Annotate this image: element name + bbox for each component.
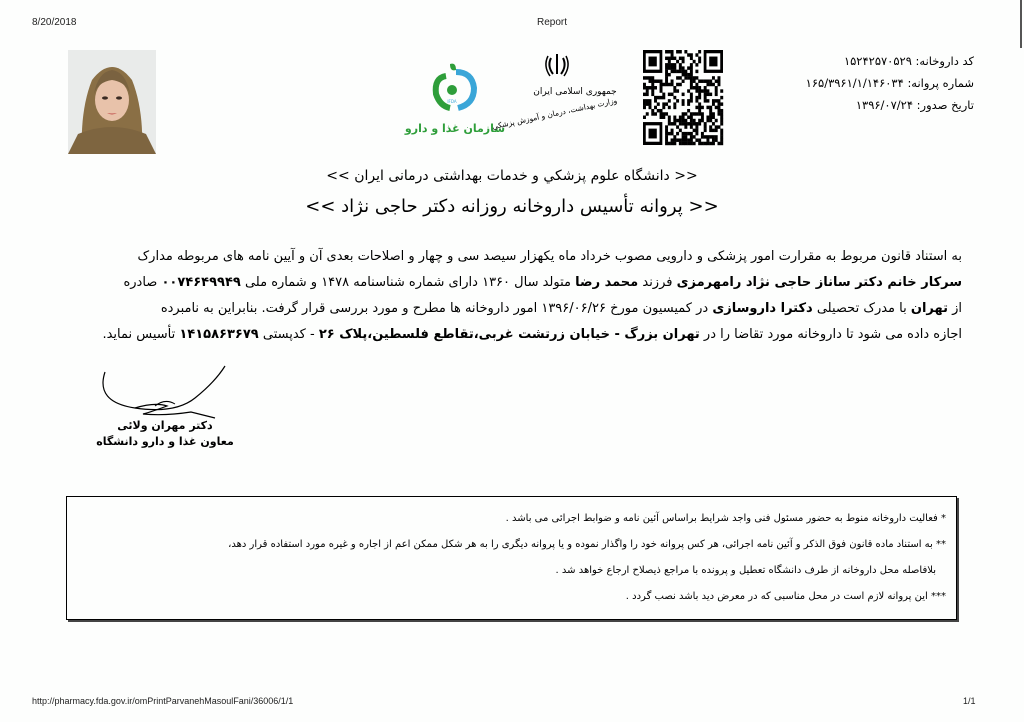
pharmacy-address: تهران بزرگ - خیابان زرتشت غربی،تقاطع فلسطین،پلاک ۲۶: [318, 327, 700, 342]
father-name: محمد رضا: [575, 275, 639, 290]
body-text: تأسیس نماید.: [102, 327, 180, 342]
body-line-1: به استناد قانون مربوط به مقرارت امور پزشکی و دارویی مصوب خرداد ماه یکهزار سیصد سی و چهار و اصلاحات بعدی آن و آیین نامه های مربوطه مدارک: [137, 249, 962, 264]
body-text: از: [947, 301, 962, 316]
ministry-text-1: جمهوری اسلامی ایران: [533, 87, 617, 97]
signatory-position: معاون غذا و دارو دانشگاه: [96, 435, 234, 448]
license-number-label: شماره پروانه:: [907, 76, 974, 90]
body-line-3: [66, 296, 962, 322]
issue-date-row: [806, 94, 974, 116]
note-2: ** به استناد ماده قانون فوق الذکر و آئین نامه اجرائی، هر کس پروانه خود را واگذار نموده و یا پروانه دیگری را به هر شکل ممکن اعم از اجاره و غیره مورد استفاده قرار دهد،: [228, 539, 946, 550]
license-number: ۱۶۵/۳۹۶۱/۱/۱۴۶۰۳۴: [805, 76, 904, 90]
fda-abbr: IFDA: [447, 99, 457, 104]
qr-code: [643, 50, 723, 145]
fda-logo: [404, 58, 506, 140]
body-line-4: [66, 322, 962, 348]
note-2-continued: بلافاصله محل داروخانه از طرف دانشگاه تعطیل و پرونده با مراجع ذیصلاح ارجاع خواهد شد .: [555, 565, 936, 576]
signatory-name: دکتر مهران ولائی: [117, 419, 213, 432]
body-text: - کدپستی: [258, 327, 319, 342]
license-number-row: [806, 72, 974, 94]
body-text: متولد سال ۱۳۶۰ دارای شماره شناسنامه ۱۴۷۸ و شماره ملی: [240, 275, 576, 290]
ministry-of-health-logo: [491, 50, 618, 140]
fda-name: سازمان غذا و دارو: [404, 122, 506, 135]
notes-box: [66, 496, 957, 620]
postal-code: ۱۴۱۵۸۶۳۶۷۹: [179, 327, 259, 342]
note-1: * فعالیت داروخانه منوط به حضور مسئول فنی واجد شرایط براساس آئین نامه و ضوابط اجرائی می باشد .: [505, 513, 946, 524]
pharmacy-code-row: [806, 50, 974, 72]
issue-date: ۱۳۹۶/۰۷/۲۴: [855, 98, 914, 112]
pharmacy-code: ۱۵۲۴۲۵۷۰۵۲۹: [843, 54, 912, 68]
print-title: Report: [537, 17, 568, 28]
body-line-2: [66, 270, 962, 296]
page-url: http://pharmacy.fda.gov.ir/omPrintParvanehMasoulFani/36006/1/1: [32, 696, 294, 706]
page-number: 1/1: [963, 696, 976, 706]
body-text: در کمیسیون مورخ ۱۳۹۶/۰۶/۲۶ امور داروخانه ها مطرح و مورد بررسی قرار گرفت. بنابراین به نامبرده: [160, 301, 713, 316]
body-text: با مدرک تحصیلی: [812, 301, 911, 316]
print-date: 8/20/2018: [32, 17, 77, 28]
university-heading: << دانشگاه علوم پزشكي و خدمات بهداشتی درمانی ایران >>: [326, 168, 698, 184]
national-id: ۰۰۷۴۶۴۹۹۴۹: [161, 275, 241, 290]
body-text: اجازه داده می شود تا داروخانه مورد تقاضا را در: [699, 327, 962, 342]
pharmacy-code-label: کد داروخانه:: [915, 54, 974, 68]
applicant-name: سرکار خانم دکتر ساناز حاجی نژاد رامهرمزی: [676, 275, 962, 290]
degree: دکترا داروسازی: [712, 301, 813, 316]
signatory: [95, 418, 235, 450]
applicant-photo: [68, 50, 156, 154]
note-3: *** این پروانه لازم است در محل مناسبی که در معرض دید باشد نصب گردد .: [625, 591, 946, 602]
issue-city: تهران: [910, 301, 948, 316]
license-title: << پروانه تأسیس داروخانه روزانه دکتر حاجی نژاد >>: [305, 196, 719, 217]
license-body: [66, 244, 962, 348]
body-text: فرزند: [638, 275, 677, 290]
scrollbar[interactable]: [1020, 0, 1022, 48]
ministry-text-2: وزارت بهداشت، درمان و آموزش پزشکی: [491, 95, 618, 132]
issue-date-label: تاریخ صدور:: [916, 98, 974, 112]
body-text: صادره: [123, 275, 162, 290]
license-meta: [806, 50, 974, 116]
